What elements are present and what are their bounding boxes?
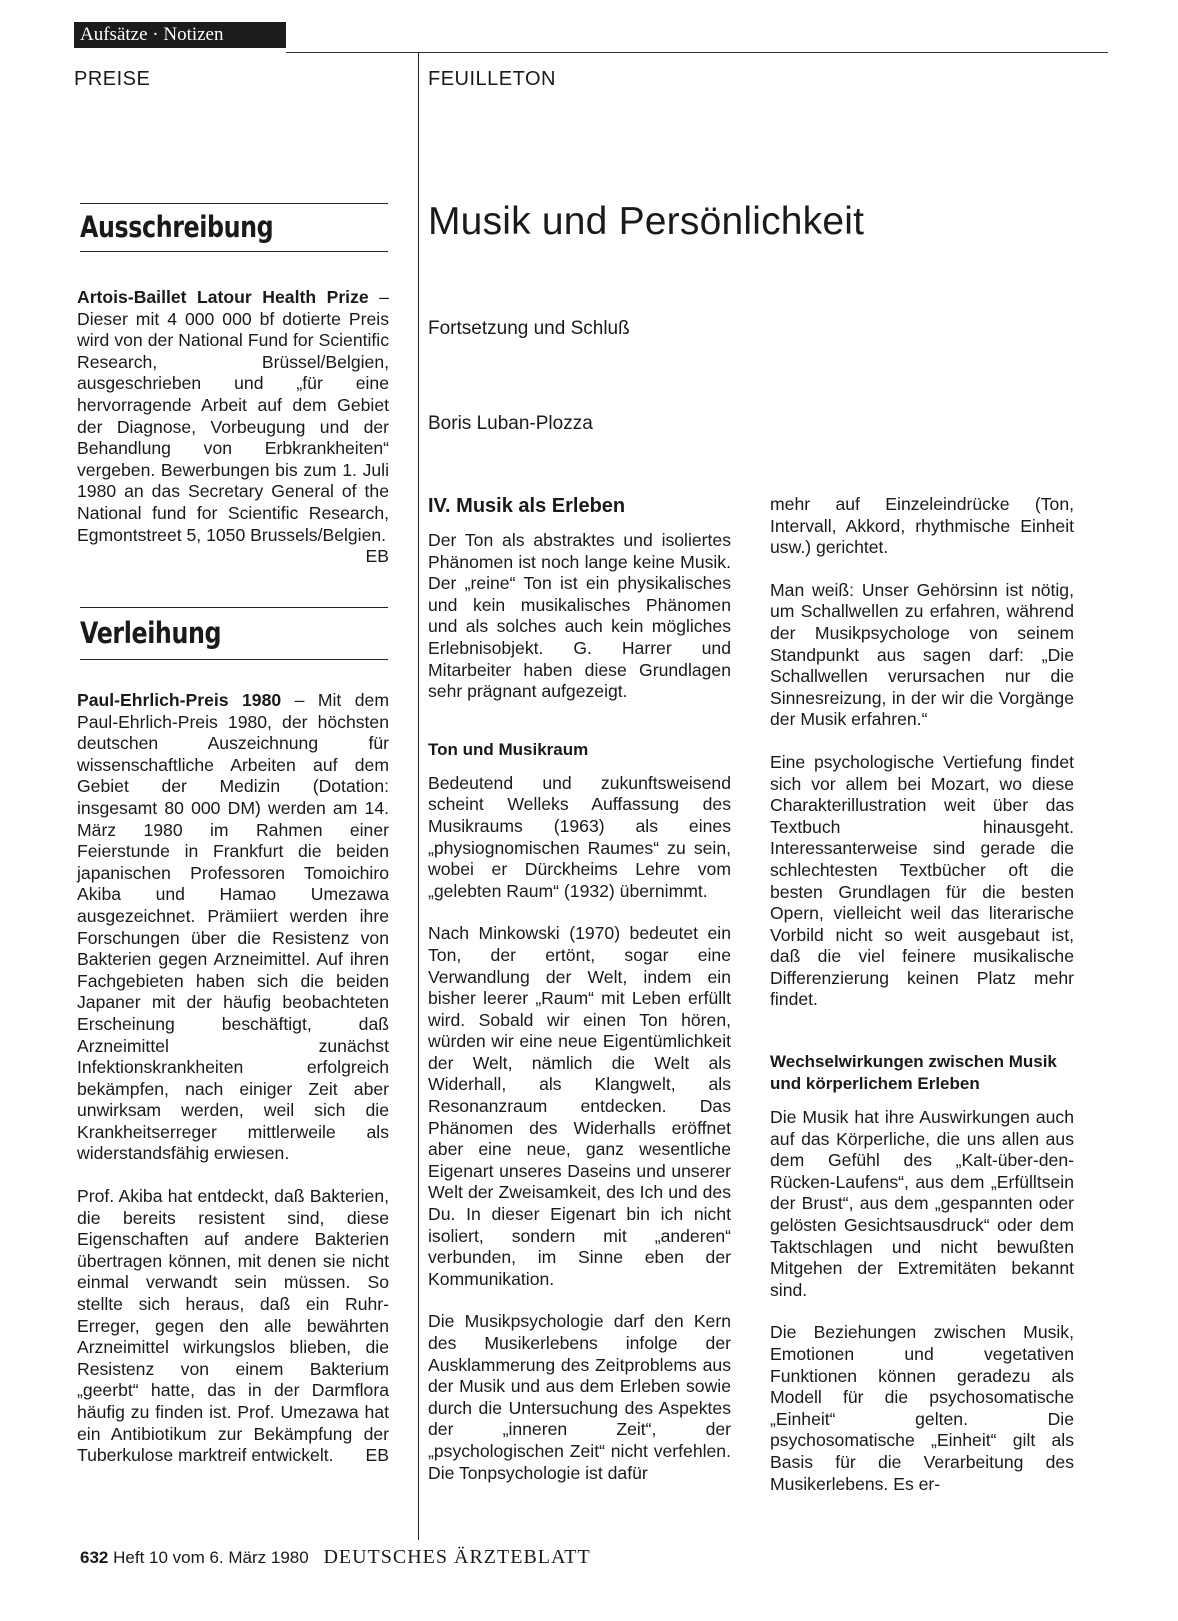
prize-name: Paul-Ehrlich-Preis 1980 [77,690,282,710]
paragraph: Der Ton als abstraktes und isoliertes Phänomen ist noch lange keine Musik. Der „reine“ Ton ist ein physikalisches und kein musikalisches Phänomen und als solches auch kein mögliches Erlebnisobjekt. G. Harrer und Mitarbeiter haben diese Grundlagen sehr prägnant aufgezeigt. [428,530,731,702]
prize-name: Artois-Baillet Latour Health Prize [77,287,369,307]
header-rule [286,52,1108,53]
paragraph: Eine psychologische Vertiefung findet sich vor allem bei Mozart, wo diese Charakterillustration weit über das Textbuch hinausgeht. Interessanterweise sind gerade die schlechtesten Textbücher oft die besten Grundlagen für die besten Opern, vielleicht weil das literarische Vorbild nicht so weit ausgebaut ist, daß die viel feinere musikalische Differenzierung keinen Platz mehr findet. [770,751,1074,1010]
article-author: Boris Luban-Plozza [428,413,593,434]
paragraph: mehr auf Einzeleindrücke (Ton, Intervall, Akkord, rhythmische Einheit usw.) gerichtet. [770,494,1074,558]
paragraph [77,1186,389,1467]
issue-info: Heft 10 vom 6. März 1980 [113,1548,309,1567]
paragraph: Die Musikpsychologie darf den Kern des Musikerlebens infolge der Ausklammerung des Zeitproblems aus der Musik und aus dem Erleben sowie durch die Untersuchung des Aspektes der „inneren Zeit“, der „psychologischen Zeit“ nicht verfehlen. Die Tonpsychologie ist dafür [428,1311,731,1483]
heading-verleihung: Verleihung [80,616,222,650]
page-footer [80,1546,591,1569]
paragraph-text: – Mit dem Paul-Ehrlich-Preis 1980, der höchsten deutschen Auszeichnung für wissenschaftliche Arbeiten auf dem Gebiet der Medizin (Dotation: insgesamt 80 000 DM) werden am 14. März 1980 im Rahmen einer Feierstunde in Frankfurt die beiden japanischen Professoren Tomoichiro Akiba und Hamao Umezawa ausgezeichnet. Prämiiert werden ihre Forschungen über die Resistenz von Bakterien gegen Arzneimittel. Auf ihren Fachgebieten haben sich die beiden Japaner mit der häufig beobachteten Erscheinung beschäftigt, daß Arzneimittel zunächst Infektionskrankheiten erfolgreich bekämpfen, nach einiger Zeit aber unwirksam werden, weil sich die Krankheitserreger mittlerweile als widerstandsfähig erwiesen. [77,690,389,1164]
paragraph-text: Prof. Akiba hat entdeckt, daß Bakterien, die bereits resistent sind, diese Eigenschaften auf andere Bakterien übertragen können, mit denen sie nicht einmal verwandt sein müssen. So stellte sich heraus, daß ein Ruhr-Erreger, gegen den alle bewährten Arzneimittel wirkungslos blieben, die Resistenz von einem Bakterium „geerbt“ hatte, das in der Darmflora häufig zu finden ist. Prof. Umezawa hat ein Antibiotikum zur Bekämpfung der Tuberkulose marktreif entwickelt. [77,1186,389,1466]
verleihung-text [77,690,389,1467]
subheading: Ton und Musikraum [428,739,589,759]
paragraph: Die Musik hat ihre Auswirkungen auch auf das Körperliche, die uns allen aus dem Gefühl des „Kalt-über-den-Rücken-Laufens“, aus dem „Erfülltsein der Brust“, aus dem „gespannten oder gelösten Gesichtsausdruck“ oder dem Taktschlagen und nicht bewußten Mitgehen der Extremitäten bekannt sind. [770,1107,1074,1300]
paragraph-text: – Dieser mit 4 000 000 bf dotierte Preis wird von der National Fund for Scientific Research, Brüssel/Belgien, ausgeschrieben und „für eine hervorragende Arbeit auf dem Gebiet der Diagnose, Vorbeugung und der Behandlung von Erbkrankheiten“ vergeben. Bewerbungen bis zum 1. Juli 1980 an das Secretary General of the National fund for Scientific Research, Egmontstreet 5, 1050 Brussels/Belgien. [77,287,389,545]
heading-rule-top [80,203,388,204]
subheading: Wechselwirkungen zwischen Musik und körperlichem Erleben [770,1052,1057,1094]
column-divider [418,52,419,1540]
paragraph: Die Beziehungen zwischen Musik, Emotionen und vegetativen Funktionen können geradezu als Modell für die psychosomatische „Einheit“ gelten. Die psychosomatische „Einheit“ gilt als Basis für die Verarbeitung des Musikerlebens. Es er- [770,1322,1074,1494]
page-number: 632 [80,1548,109,1567]
article-title: Musik und Persönlichkeit [428,200,865,243]
paragraph: Nach Minkowski (1970) bedeutet ein Ton, der ertönt, sogar eine Verwandlung der Welt, indem ein bisher leerer „Raum“ mit Leben erfüllt wird. Sobald wir einen Ton hören, würden wir eine neue Eigentümlichkeit der Welt, nämlich die Welt als Widerhall, als Klangwelt, als Resonanzraum entdecken. Das Phänomen des Widerhalls eröffnet aber eine neue, ganz wesentliche Eigenart unseres Daseins und unserer Welt der Zweisamkeit, des Ich und des Du. In dieser Eigenart bin ich nicht isoliert, sondern mit „anderen“ verbunden, im Sinne eben der Kommunikation. [428,923,731,1289]
section-label-feuilleton: FEUILLETON [428,68,556,90]
paragraph [77,287,389,567]
author-sign: EB [365,1445,389,1466]
journal-name: DEUTSCHES ÄRZTEBLATT [323,1546,591,1568]
section-tag: Aufsätze · Notizen [74,22,286,48]
heading-rule-bottom [80,659,388,660]
section-heading: IV. Musik als Erleben [428,495,626,517]
paragraph [77,690,389,1165]
section-label-preise: PREISE [74,68,151,90]
heading-ausschreibung: Ausschreibung [80,210,274,244]
author-sign: EB [365,546,389,567]
ausschreibung-text [77,287,389,568]
paragraph: Man weiß: Unser Gehörsinn ist nötig, um Schallwellen zu erfahren, während der Musikpsychologe von seinem Standpunkt aus sagen darf: „Die Schallwellen verursachen nur die Sinnesreizung, in der wir die Vorgänge der Musik erfahren.“ [770,579,1074,730]
heading-rule-bottom [80,251,388,252]
heading-rule-top [80,607,388,608]
middle-column [428,494,731,1484]
paragraph: Bedeutend und zukunftsweisend scheint Welleks Auffassung des Musikraums (1963) als eines „physiognomischen Raumes“ zu sein, wobei er Dürckheims Lehre vom „gelebten Raum“ (1932) übernimmt. [428,772,731,901]
article-subtitle: Fortsetzung und Schluß [428,318,630,339]
right-column [770,494,1074,1495]
